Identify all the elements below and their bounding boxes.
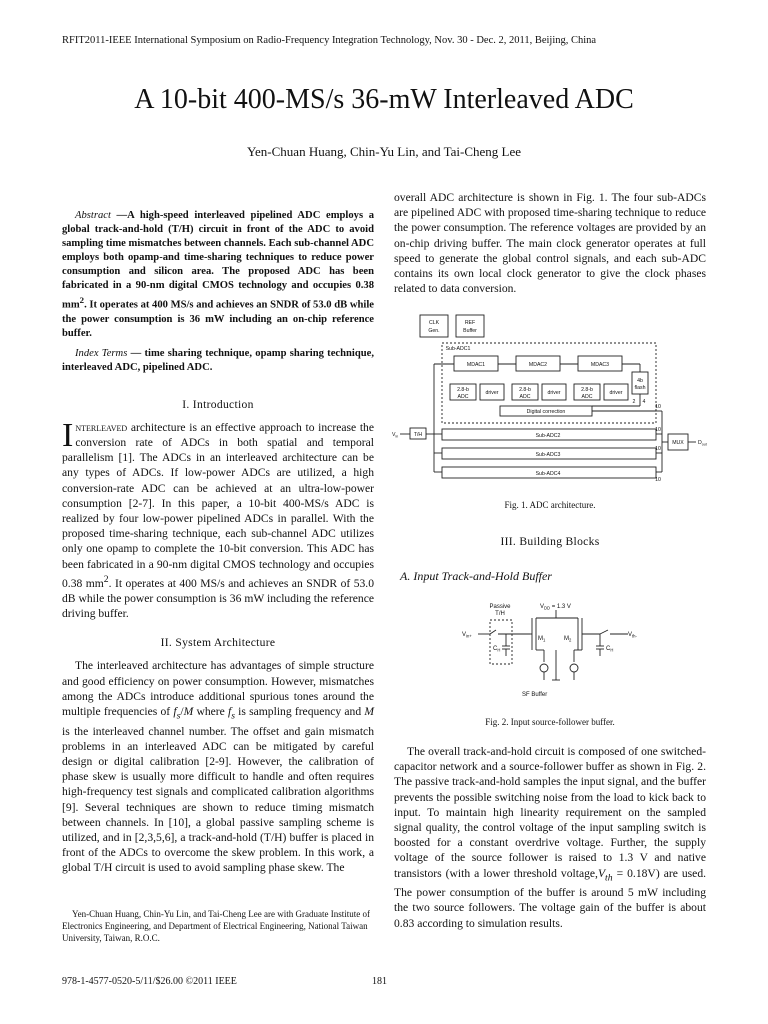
fig2-caption: Fig. 2. Input source-follower buffer. [485, 717, 615, 727]
driver-1-label: driver [485, 390, 499, 396]
index-terms: Index Terms — time sharing technique, opamp sharing technique, interleaved ADC, pipelined ADC. [62, 347, 374, 373]
stage-adc-3-label: ADC [581, 394, 593, 400]
stage-adc-2-label: ADC [519, 394, 531, 400]
flash-label-1: 4b [637, 378, 643, 384]
th-sublabel: T/H [495, 611, 505, 617]
left-column [62, 209, 374, 876]
buffer-label: Buffer [463, 328, 477, 334]
clk-label: CLK [428, 320, 440, 326]
passive-th-boundary [490, 620, 512, 664]
passive-label: Passive [489, 604, 511, 610]
stage-adc-1-bits: 2.8-b [457, 387, 469, 393]
flash-label-2: flash [634, 385, 646, 391]
footnote-block [62, 908, 374, 944]
stage-adc-3-bits: 2.8-b [581, 387, 593, 393]
mdac3-label: MDAC3 [590, 362, 610, 368]
vin-label: $V_{in}$ [392, 432, 399, 439]
adc-architecture-diagram [390, 312, 710, 484]
mdac1-label: MDAC1 [466, 362, 486, 368]
intro-paragraph: Interleaved architecture is an effective approach to increase the conversion rate of ADCs in both spatial and temporal parallelism [1]. The ADCs in an interleaved architecture can be any types of ADCs. If low-power ADCs are utilized, a high conversion-rate ADC can be achieved at an ultra-low-power consumption [2-7]. In this paper, a 10-bit 400-MS/s ADC is realized by four low-power pipelined ADCs in parallel. With the proposed time-sharing technique, each sub-channel ADC utilizes only one opamp to complete the 10-bit conversion. This ADC has been fabricated in a 90-nm digital CMOS technology and occupies 0.38 $mm^2$. It operates at 400 MS/s and achieves an SNDR of 53.0 dB while the power consumption is 36 mW including the reference driving buffer. [62, 416, 374, 621]
input-buffer-schematic [460, 598, 650, 704]
vin-plus-label: $V_{in+}$ [462, 632, 472, 639]
section-heading-building-blocks: III. Building Blocks [500, 535, 600, 548]
abstract: Abstract —A high-speed interleaved pipelined ADC employs a global track-and-hold (T/H) circuit in front of the ADC to avoid sampling time mismatches between channels. Each sub-channel ADC employs both opamp-and time-sharing techniques to reduce power consumption and silicon area. The proposed ADC has been fabricated in a 90-nm digital CMOS technology and occupies 0.38 $mm^2$. It operates at 400 MS/s and achieves an SNDR of 53.0 dB while the power consumption is 36 mW including an on-chip reference buffer. [62, 210, 374, 339]
mux-label: MUX [672, 440, 684, 446]
sub-adc2-label: Sub-ADC2 [535, 433, 561, 439]
th-label: T/H [413, 432, 423, 438]
driver-2-label: driver [547, 390, 561, 396]
subsection-heading-input-th: A. Input Track-and-Hold Buffer [400, 569, 552, 583]
page-number: 181 [372, 976, 387, 987]
paper-authors: Yen-Chuan Huang, Chin-Yu Lin, and Tai-Cheng Lee [246, 144, 522, 159]
ref-label: REF [464, 320, 476, 326]
section-heading-system-architecture: II. System Architecture [160, 636, 276, 650]
th-paragraph: The overall track-and-hold circuit is composed of one switched-capacitor network and a source-follower buffer as shown in Fig. 2. The passive track-and-hold samples the input signal, and the buffer prevents the possible switching noise from the load to kick back to input. To maintain high linearity requirement on the sampled signal quality, the control voltage of the input sampling switch is boosted for a constant overdrive voltage. Further, the supply voltage of the source follower is raised to 1.3 V and native transistors (with a lower threshold $voltage,V_{th} = 0.18V$) are used. The power consumption of the buffer is around 5 mW including the two source followers. The voltage gain of the buffer is about 0.83 according to simulation results. [394, 745, 707, 930]
section-heading-introduction: I. Introduction [182, 397, 254, 411]
sub-adc4-label: Sub-ADC4 [535, 471, 561, 477]
author-affiliation-footnote: Yen-Chuan Huang, Chin-Yu Lin, and Tai-Cheng Lee are with Graduate Institute of Electronics Engineering, and Department of Electrical Engineering, National Taiwan University, Taiwan, R.O.C. [62, 909, 370, 943]
bus-width-flash: 4 [642, 399, 646, 405]
sub-adc1-label: Sub-ADC1 [445, 346, 471, 352]
bus-width-2: 10 [655, 427, 661, 433]
sub-adc3-label: Sub-ADC3 [535, 452, 561, 458]
digital-correction-label: Digital correction [526, 409, 566, 415]
mdac2-label: MDAC2 [528, 362, 548, 368]
m2-label: $M_2$ [564, 636, 572, 643]
vout-label: $V_{th-}$ [628, 632, 637, 639]
dout-label: $D_{out}$ [698, 440, 707, 447]
bus-width-3: 10 [655, 446, 661, 452]
m1-label: $M_1$ [538, 636, 546, 643]
isbn-footer: 978-1-4577-0520-5/11/$26.00 ©2011 IEEE [62, 976, 237, 987]
stage-adc-2-bits: 2.8-b [519, 387, 531, 393]
stage-adc-1-label: ADC [457, 394, 469, 400]
bus-width-4: 10 [655, 477, 661, 483]
gen-label: Gen. [428, 328, 440, 334]
ch-left-label: $C_H$ [493, 646, 501, 653]
bus-width-1: 10 [655, 404, 661, 410]
ch-right-label: $C_H$ [606, 646, 614, 653]
conference-header: RFIT2011-IEEE International Symposium on Radio-Frequency Integration Technology, Nov. 30 - Dec. 2, 2011, Beijing, China [62, 35, 597, 46]
right-column-top [394, 190, 706, 296]
driver-3-label: driver [609, 390, 623, 396]
paper-title: A 10-bit 400-MS/s 36-mW Interleaved ADC [134, 84, 634, 115]
vdd-label: $V_{DD} = 1.3$ V [540, 604, 571, 611]
sf-buffer-label: SF Buffer [522, 692, 548, 698]
fig1-caption: Fig. 1. ADC architecture. [504, 500, 596, 510]
bus-width-stage: 2 [632, 399, 636, 405]
system-paragraph: The interleaved architecture has advantages of simple structure and good efficiency on power consumption. However, mismatches among the ADCs introduce additional spurious tones around the multiple frequencies of $f_s/M$ where $f_s$ is sampling frequency and M is the interleaved channel number. The offset and gain mismatch problems in an interleaved ADC can be mitigated by careful design or digital calibration [2-9]. However, the calibration of phase skew is usually more difficult to handle and often requires high-frequency test signals and complicated calibration algorithms [9]. Several techniques are shown to reduce timing mismatch between channels. In [10], a global passive sampling scheme is utilized, and in [2,3,5,6], a track-and-hold (T/H) buffer is placed in front of the ADCs to overcome the skew problem. In this work, a global T/H circuit is used to avoid sampling phase skew. The [62, 659, 374, 875]
architecture-paragraph: overall ADC architecture is shown in Fig. 1. The four sub-ADCs are pipelined ADC with proposed time-sharing technique to reduce the power consumption. The reference voltages are provided by an on-chip driving buffer. The main clock generator operates at full speed to generate the global control signals, and each sub-ADC contains its own local clock generator to give the clock phases related to data conversion. [394, 191, 706, 296]
right-column-bottom [394, 744, 706, 931]
